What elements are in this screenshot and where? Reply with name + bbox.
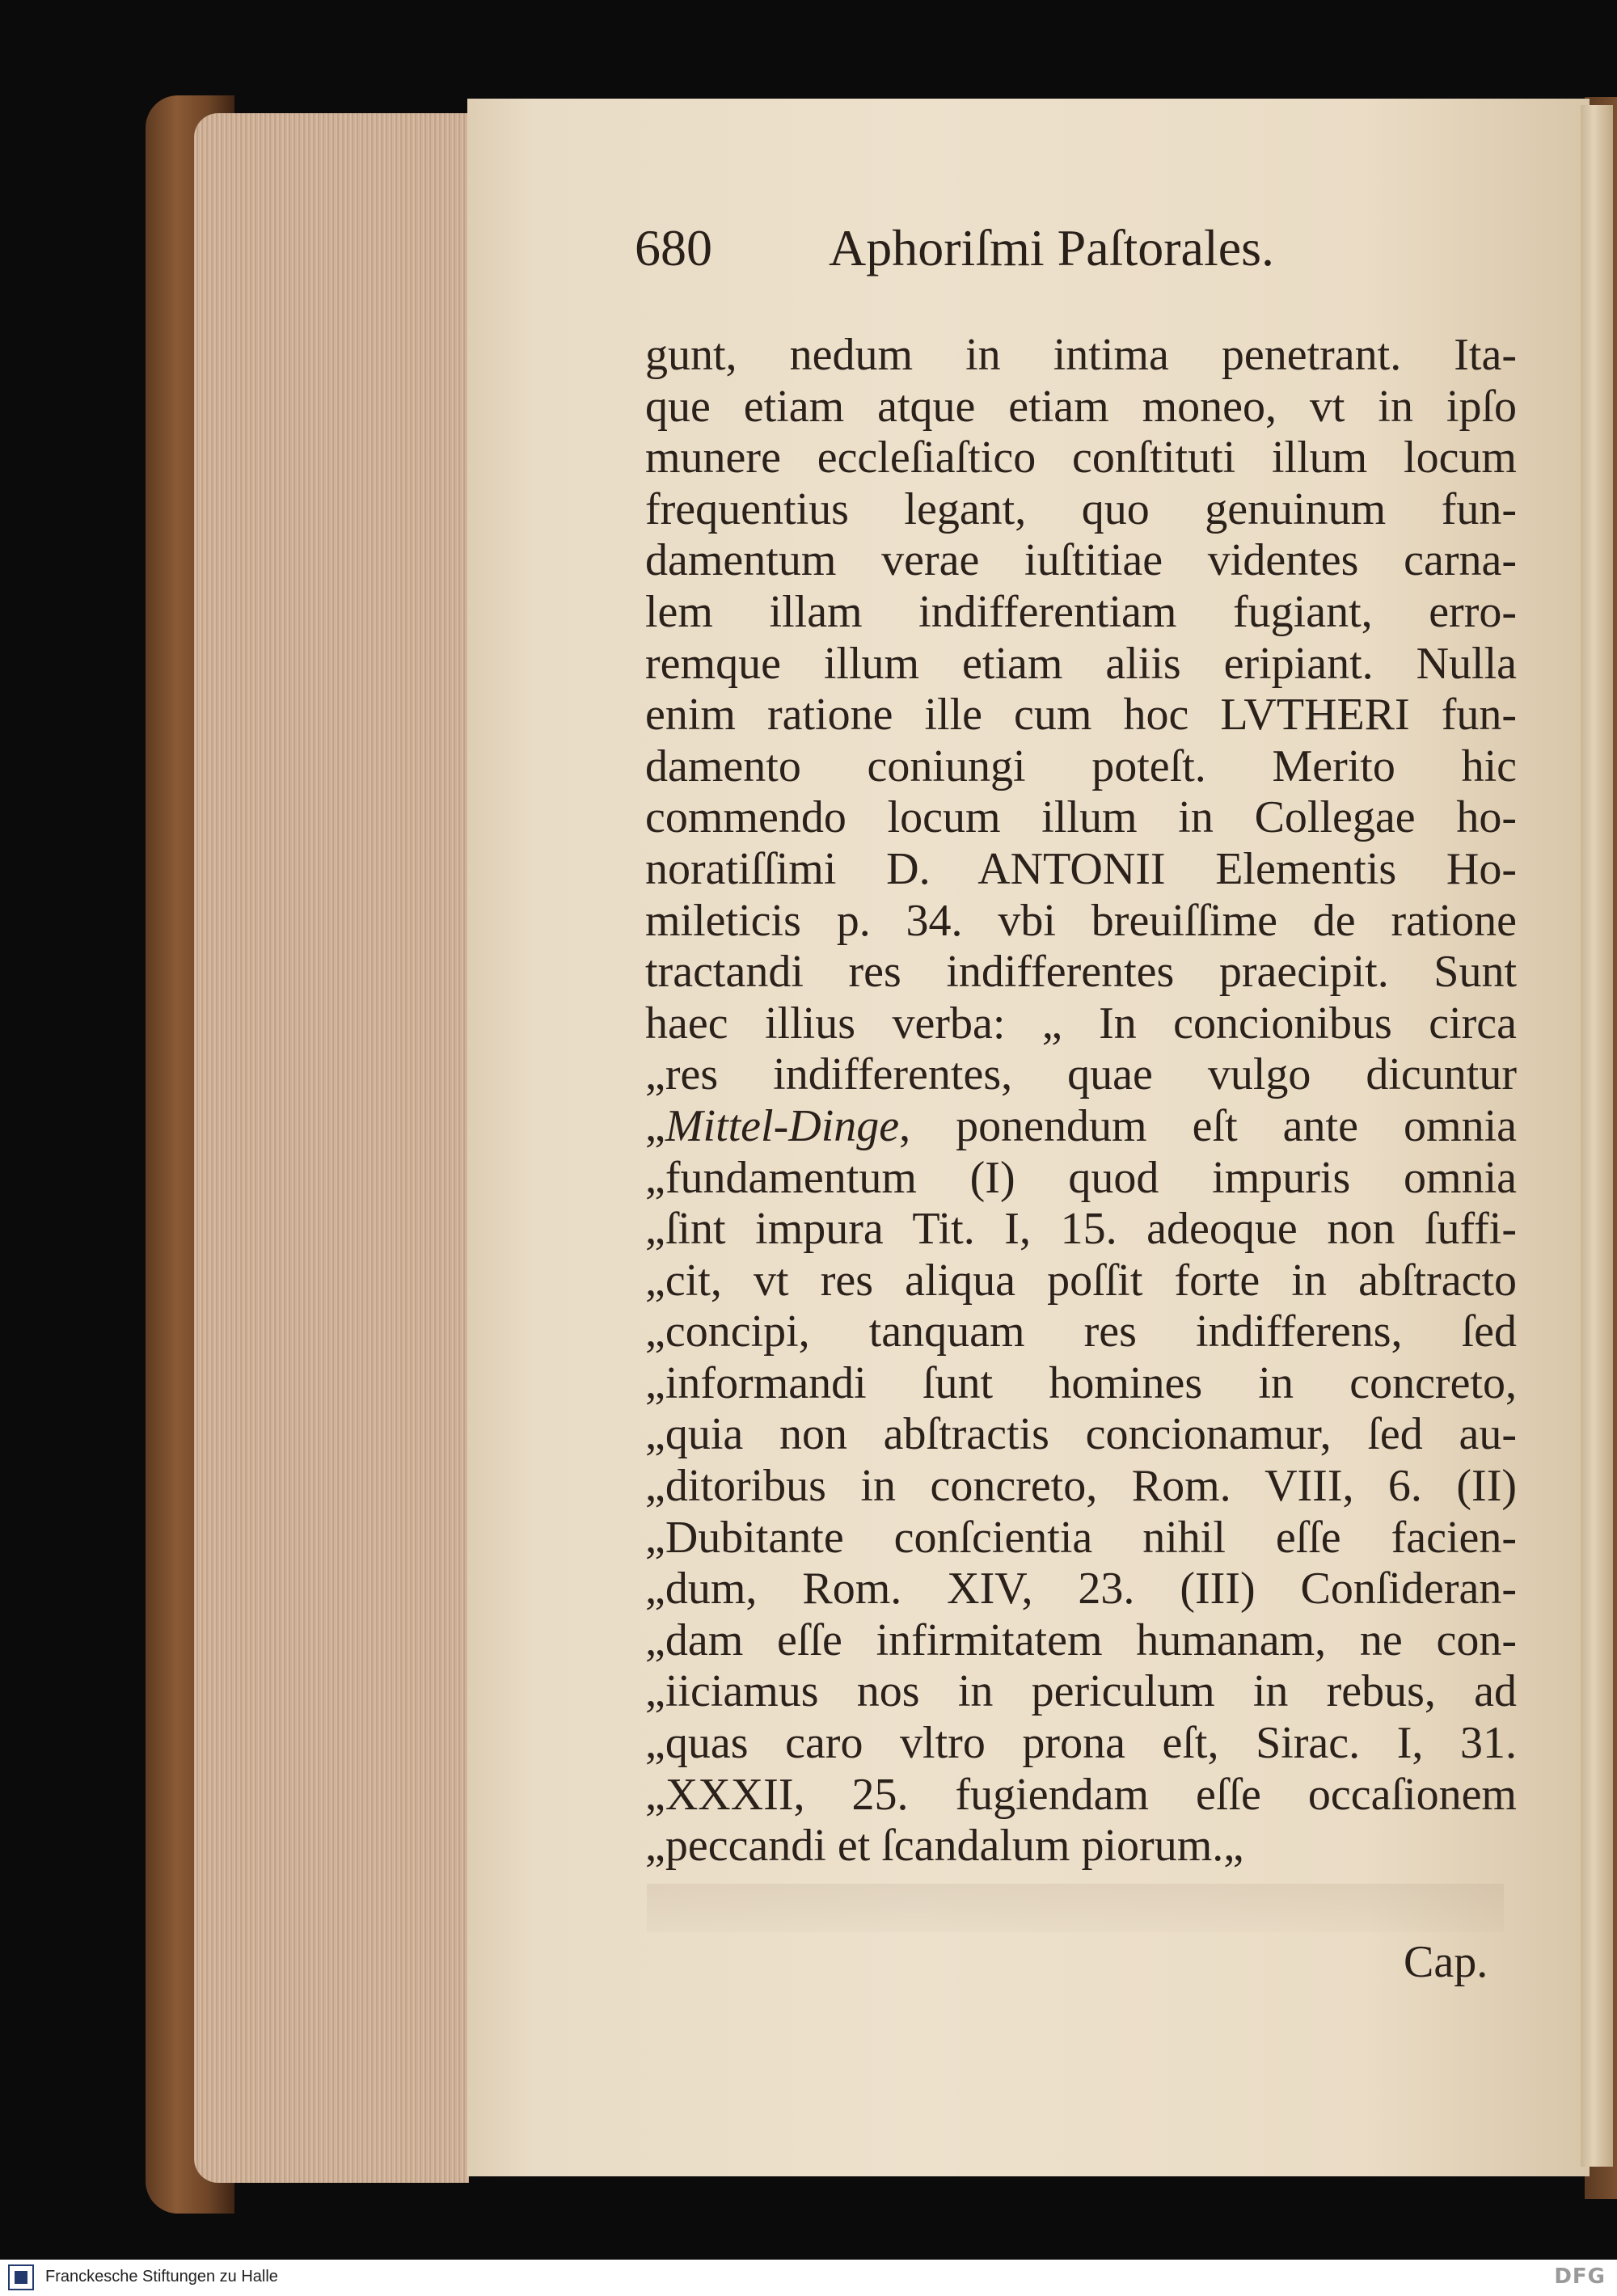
- text-line: mileticis p. 34. vbi breuiſſime de ratione: [645, 895, 1517, 946]
- text-line: lem illam indifferentiam fugiant, erro-: [645, 586, 1517, 637]
- text-line: „iiciamus nos in periculum in rebus, ad: [645, 1666, 1517, 1717]
- text-line: „cit, vt res aliqua poſſit forte in abſtracto: [645, 1255, 1517, 1306]
- catchword: Cap.: [1404, 1937, 1488, 1987]
- text-line: „XXXII, 25. fugiendam eſſe occaſionem: [645, 1769, 1517, 1820]
- text-line: frequentius legant, quo genuinum fun-: [645, 483, 1517, 534]
- text-line: munere eccleſiaſtico conſtituti illum locum: [645, 433, 1517, 483]
- footer-credit: Franckesche Stiftungen zu Halle: [45, 2268, 278, 2285]
- text-line: „Mittel-Dinge, ponendum eſt ante omnia: [645, 1100, 1517, 1151]
- institution-logo-icon: [8, 2264, 34, 2290]
- text-line: „Dubitante conſcientia nihil eſſe facien-: [645, 1512, 1517, 1563]
- text-line: „res indifferentes, quae vulgo dicuntur: [645, 1049, 1517, 1100]
- text-line: que etiam atque etiam moneo, vt in ipſo: [645, 381, 1517, 432]
- text-line: „informandi ſunt homines in concreto,: [645, 1357, 1517, 1408]
- text-line: „quas caro vltro prona eſt, Sirac. I, 31.: [645, 1718, 1517, 1769]
- text-line: commendo locum illum in Collegae ho-: [645, 792, 1517, 843]
- gutter: [1581, 105, 1613, 2167]
- running-head: [635, 218, 1524, 283]
- text-line: „dam eſſe infirmitatem humanam, ne con-: [645, 1614, 1517, 1665]
- text-line: „dum, Rom. XIV, 23. (III) Conſideran-: [645, 1564, 1517, 1614]
- text-line: remque illum etiam aliis eripiant. Nulla: [645, 638, 1517, 689]
- footer-bar: [0, 2260, 1617, 2296]
- page-number: 680: [635, 219, 712, 276]
- text-line: „peccandi et ſcandalum piorum.„: [645, 1821, 1244, 1872]
- italic-phrase: Mittel-Dinge: [665, 1100, 900, 1151]
- text-line: damentum verae iuſtitiae videntes carna-: [645, 535, 1517, 586]
- text-line: „concipi, tanquam res indifferens, ſed: [645, 1306, 1517, 1357]
- running-title: Aphoriſmi Paſtorales.: [829, 219, 1275, 276]
- text-line: haec illius verba: „ In concionibus circa: [645, 998, 1517, 1049]
- text-line: „ſint impura Tit. I, 15. adeoque non ſuffi-: [645, 1204, 1517, 1255]
- text-line: noratiſſimi D. ANTONII Elementis Ho-: [645, 843, 1517, 894]
- page-edges: [194, 113, 469, 2183]
- text-line: enim ratione ille cum hoc LVTHERI fun-: [645, 690, 1517, 741]
- text-line: damento coniungi poteſt. Merito hic: [645, 741, 1517, 791]
- text-line: „quia non abſtractis concionamur, ſed au-: [645, 1409, 1517, 1460]
- text-line: „fundamentum (I) quod impuris omnia: [645, 1152, 1517, 1203]
- dfg-logo: DFG: [1554, 2264, 1606, 2289]
- text-line: gunt, nedum in intima penetrant. Ita-: [645, 330, 1517, 380]
- text-body: [645, 330, 1517, 1872]
- bleed-through: [647, 1884, 1504, 1932]
- text-line: tractandi res indifferentes praecipit. Sunt: [645, 947, 1517, 998]
- text-line: „ditoribus in concreto, Rom. VIII, 6. (II): [645, 1461, 1517, 1512]
